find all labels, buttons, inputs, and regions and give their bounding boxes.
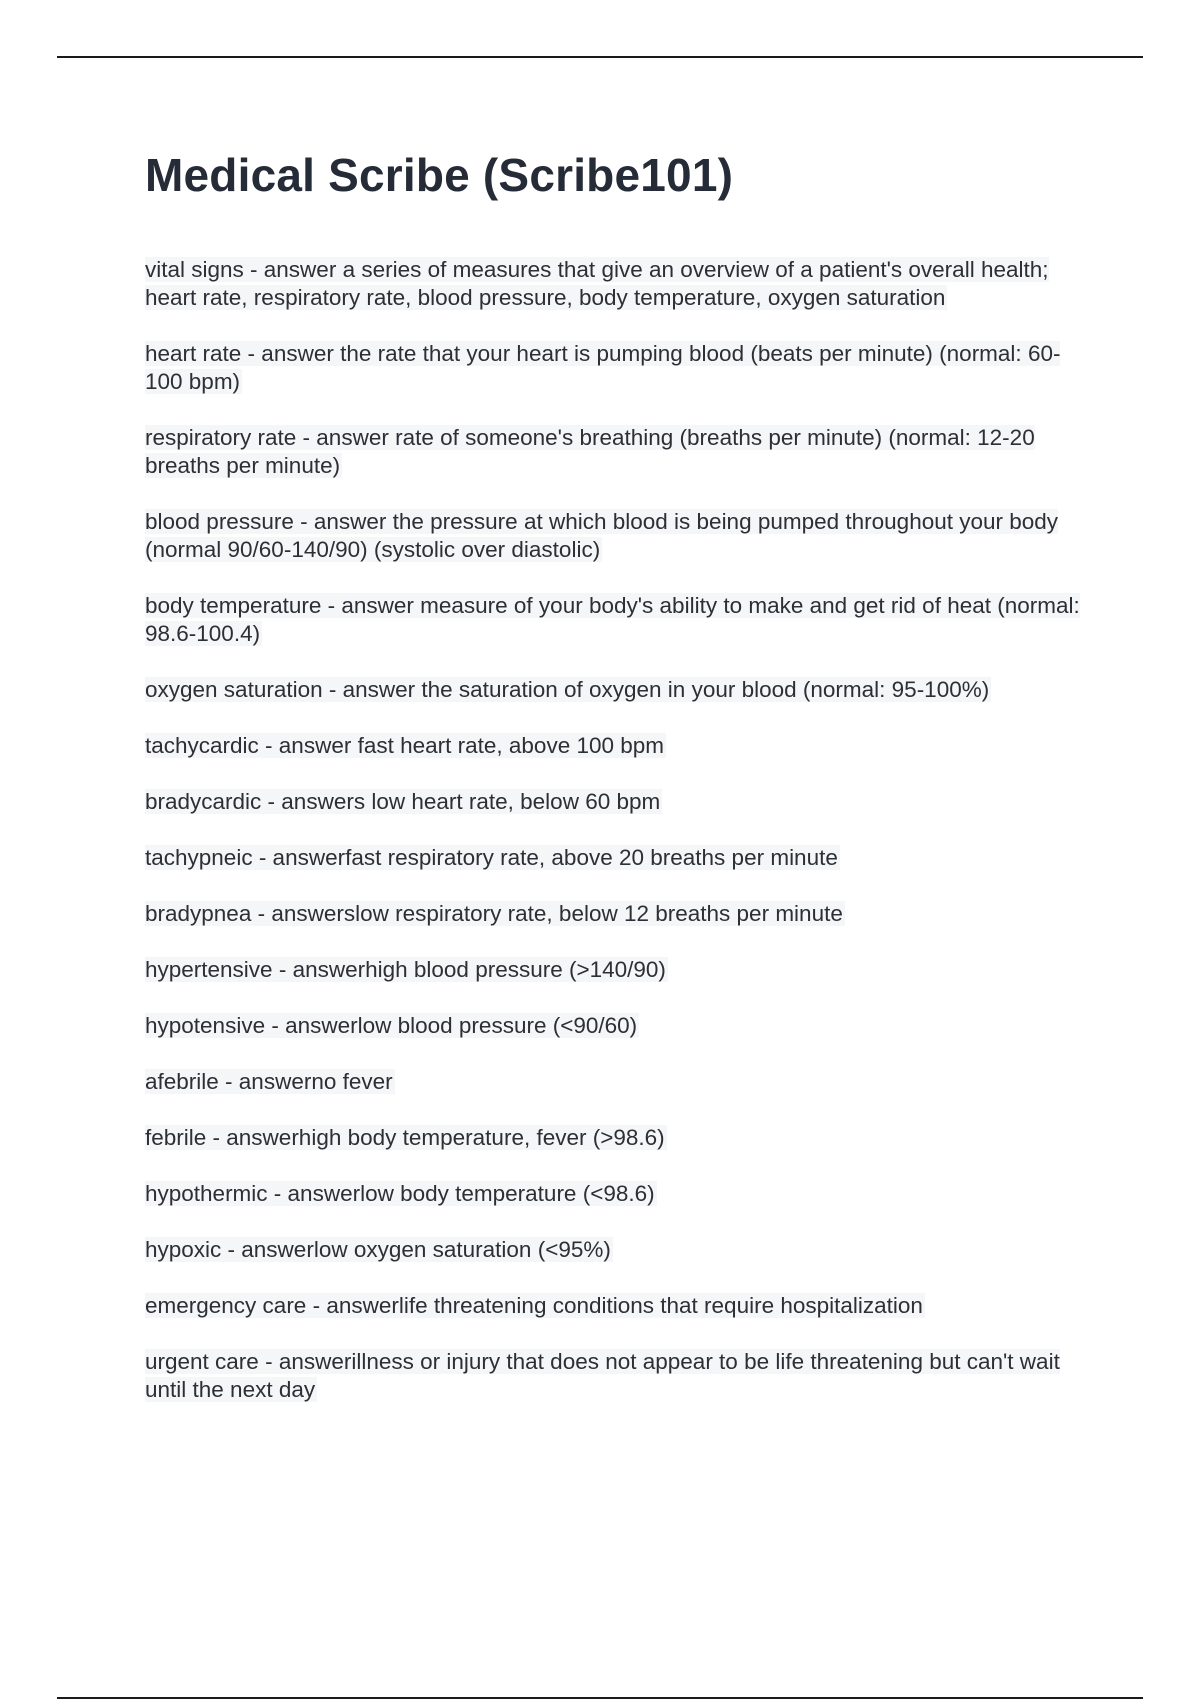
list-item (145, 424, 1090, 480)
entry-text: oxygen saturation - answer the saturation of oxygen in your blood (normal: 95-100%) (145, 677, 990, 702)
entry-text: afebrile - answerno fever (145, 1069, 393, 1094)
entry-text: hypertensive - answerhigh blood pressure (>140/90) (145, 957, 666, 982)
list-item (145, 1068, 1090, 1096)
list-item (145, 1292, 1090, 1320)
list-item (145, 1124, 1090, 1152)
entry-text: urgent care - answerillness or injury that does not appear to be life threatening but can't wait until the next day (145, 1349, 1060, 1402)
entry-text: body temperature - answer measure of your body's ability to make and get rid of heat (normal: 98.6-100.4) (145, 593, 1080, 646)
entry-text: respiratory rate - answer rate of someone's breathing (breaths per minute) (normal: 12-20 breaths per minute) (145, 425, 1035, 478)
list-item (145, 592, 1090, 648)
list-item (145, 1236, 1090, 1264)
entry-text: tachycardic - answer fast heart rate, above 100 bpm (145, 733, 665, 758)
list-item (145, 1180, 1090, 1208)
list-item (145, 956, 1090, 984)
list-item (145, 732, 1090, 760)
entry-text: hypoxic - answerlow oxygen saturation (<95%) (145, 1237, 611, 1262)
entry-text: hypothermic - answerlow body temperature (<98.6) (145, 1181, 655, 1206)
page-title: Medical Scribe (Scribe101) (145, 149, 734, 201)
list-item (145, 900, 1090, 928)
flashcard-list (145, 256, 1090, 1404)
entry-text: vital signs - answer a series of measures that give an overview of a patient's overall health; heart rate, respiratory rate, blood pressure, body temperature, oxygen saturation (145, 257, 1049, 310)
list-item (145, 788, 1090, 816)
entry-text: heart rate - answer the rate that your heart is pumping blood (beats per minute) (normal: 60-100 bpm) (145, 341, 1061, 394)
list-item (145, 256, 1090, 312)
top-divider (57, 56, 1143, 58)
entry-text: emergency care - answerlife threatening conditions that require hospitalization (145, 1293, 923, 1318)
bottom-divider (57, 1697, 1143, 1699)
entry-text: febrile - answerhigh body temperature, fever (>98.6) (145, 1125, 665, 1150)
entry-text: tachypneic - answerfast respiratory rate, above 20 breaths per minute (145, 845, 838, 870)
entry-text: bradycardic - answers low heart rate, below 60 bpm (145, 789, 661, 814)
list-item (145, 844, 1090, 872)
list-item (145, 1348, 1090, 1404)
entry-text: bradypnea - answerslow respiratory rate, below 12 breaths per minute (145, 901, 843, 926)
entry-text: blood pressure - answer the pressure at which blood is being pumped throughout your body (normal 90/60-140/90) (systolic over diastolic) (145, 509, 1059, 562)
list-item (145, 676, 1090, 704)
list-item (145, 1012, 1090, 1040)
list-item (145, 508, 1090, 564)
list-item (145, 340, 1090, 396)
entry-text: hypotensive - answerlow blood pressure (<90/60) (145, 1013, 638, 1038)
